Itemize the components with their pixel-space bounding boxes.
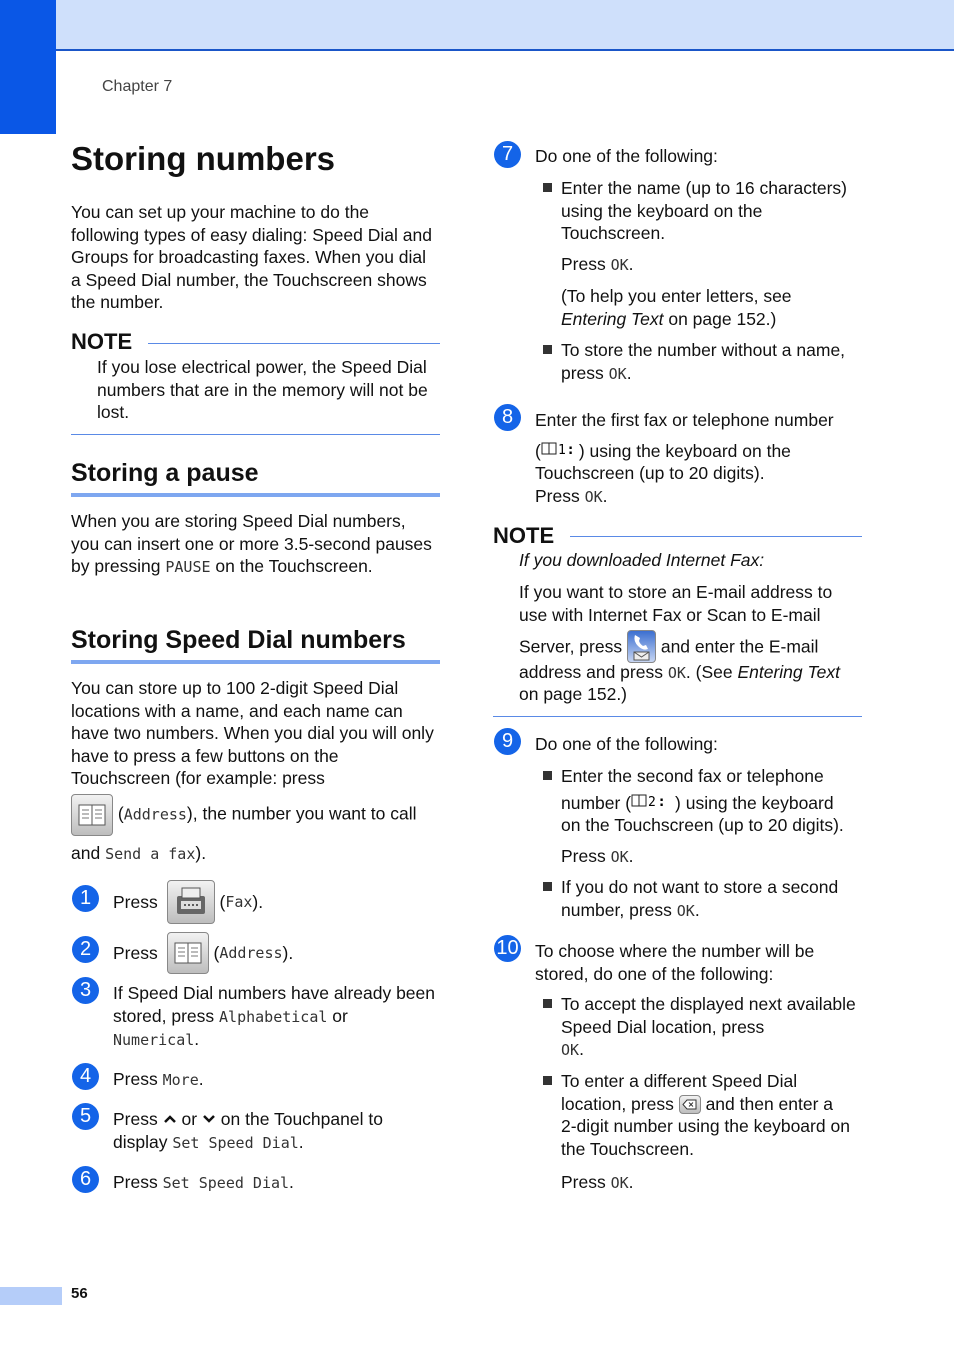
email-phone-icon bbox=[627, 630, 656, 663]
step-10-bullet-2 bbox=[561, 1070, 866, 1160]
ok-key: OK bbox=[667, 664, 686, 682]
step-badge-2: 2 bbox=[72, 936, 99, 963]
help-end: on page 152.) bbox=[663, 308, 777, 329]
step-8-line-2: ) using the keyboard on the bbox=[578, 440, 791, 461]
ok-key: OK bbox=[584, 487, 603, 506]
step-badge-4: 4 bbox=[72, 1063, 99, 1090]
step-1-press: Press bbox=[113, 891, 158, 912]
svg-text:2: 2 bbox=[648, 794, 656, 809]
address-key: Address bbox=[219, 943, 283, 962]
pause-text: When you are storing Speed Dial numbers, you can insert one or more 3.5-second pauses by pressing bbox=[71, 511, 432, 576]
entering-text-link[interactable]: Entering Text bbox=[737, 662, 840, 682]
note-text: If you lose electrical power, the Speed Dial numbers that are in the memory will not be lost. bbox=[97, 357, 428, 422]
page-title: Storing numbers bbox=[71, 140, 336, 177]
page-number: 56 bbox=[71, 1285, 88, 1302]
step-2: Press (Address). bbox=[113, 932, 293, 974]
step-8-line-1: Enter the first fax or telephone number bbox=[535, 410, 834, 430]
bullet-2-end: . bbox=[626, 362, 632, 383]
section-heading-speed-dial: Storing Speed Dial numbers bbox=[71, 626, 406, 654]
bullet-1-keyboard: ) using the keyboard bbox=[675, 792, 834, 813]
ok-key: OK bbox=[610, 1174, 629, 1192]
speed-paragraph-cont: (Address), the number you want to call and Send a fax). bbox=[71, 794, 446, 866]
entering-text-link[interactable]: Entering Text bbox=[561, 308, 664, 329]
step-1: Press (Fax). bbox=[113, 880, 263, 924]
step-6 bbox=[113, 1171, 294, 1195]
step-8-end: . bbox=[602, 485, 608, 506]
bullet-marker bbox=[543, 999, 552, 1008]
chevron-up-icon bbox=[163, 1113, 177, 1125]
note-text-1: If you want to store an E-mail address to use with Internet Fax or Scan to E-mail bbox=[519, 582, 833, 625]
address-press: address and press bbox=[519, 662, 668, 682]
step-6-end: . bbox=[289, 1172, 294, 1192]
step-badge-9: 9 bbox=[494, 728, 521, 755]
step-badge-7: 7 bbox=[494, 141, 521, 168]
press-text: Press bbox=[561, 1172, 611, 1192]
step-9-bullet-2 bbox=[561, 876, 861, 922]
note-end-divider bbox=[493, 716, 862, 717]
step-3-or: or bbox=[327, 1005, 348, 1026]
bullet-marker bbox=[543, 345, 552, 354]
address-book-icon bbox=[167, 932, 209, 974]
help-text: (To help you enter letters, see bbox=[561, 286, 792, 306]
speed-paragraph: You can store up to 100 2-digit Speed Dial locations with a name, and each name can have two numbers. When you dial you will only have to press a few buttons on the Touchscreen (for example: press bbox=[71, 678, 434, 788]
bullet-1-number: number ( bbox=[561, 792, 632, 813]
set-speed-dial-key: Set Speed Dial bbox=[172, 1133, 299, 1152]
ok-key: OK bbox=[610, 256, 629, 274]
bullet-1-text: To accept the displayed next available Speed Dial location, press bbox=[561, 994, 856, 1037]
step-badge-6: 6 bbox=[72, 1166, 99, 1193]
note-text-3 bbox=[519, 661, 864, 685]
bullet-1-line-1: Enter the second fax or telephone bbox=[561, 766, 824, 786]
pause-key: PAUSE bbox=[165, 558, 211, 576]
step-7-bullet-2 bbox=[561, 339, 866, 385]
phone-book-2-icon bbox=[631, 793, 675, 809]
header-band bbox=[0, 0, 954, 51]
step-10-end: . bbox=[628, 1172, 634, 1192]
step-10-press-ok bbox=[561, 1171, 634, 1195]
chapter-tab bbox=[0, 0, 56, 134]
note-end-divider bbox=[71, 434, 440, 435]
alphabetical-key: Alphabetical bbox=[219, 1007, 328, 1026]
step-3-end: . bbox=[194, 1029, 200, 1049]
step-7-lead: Do one of the following: bbox=[535, 146, 718, 166]
step-5-display: display bbox=[113, 1131, 173, 1152]
ok-key: OK bbox=[610, 848, 629, 866]
step-badge-3: 3 bbox=[72, 977, 99, 1004]
note-divider bbox=[570, 536, 862, 537]
bullet-2-text: If you do not want to store a second number, press bbox=[561, 877, 839, 920]
step-3 bbox=[113, 982, 438, 1052]
footer-band bbox=[0, 1287, 62, 1305]
svg-text:1: 1 bbox=[557, 442, 566, 457]
section-heading-pause: Storing a pause bbox=[71, 459, 259, 487]
pause-text-end: on the Touchscreen. bbox=[210, 556, 373, 576]
fax-icon bbox=[167, 880, 215, 924]
backspace-icon bbox=[679, 1095, 701, 1114]
step-5-tail: on the Touchpanel to bbox=[215, 1109, 383, 1129]
heading-rule bbox=[71, 660, 440, 664]
bullet-1-line-3: on the Touchscreen (up to 20 digits). bbox=[561, 815, 844, 835]
phone-book-1-icon bbox=[541, 441, 579, 457]
step-4-end: . bbox=[198, 1069, 204, 1089]
step-8-line-3: Touchscreen (up to 20 digits). bbox=[535, 463, 765, 483]
press-text: Press bbox=[535, 485, 585, 506]
note-text-4: on page 152.) bbox=[519, 684, 628, 704]
step-5-or: or bbox=[176, 1109, 202, 1129]
bullet-1-end: . bbox=[579, 1039, 584, 1059]
ok-key: OK bbox=[676, 901, 695, 920]
set-speed-dial-key: Set Speed Dial bbox=[162, 1174, 290, 1192]
bullet-2-text: To store the number without a name, press bbox=[561, 340, 846, 383]
step-4 bbox=[113, 1068, 204, 1092]
see-text: . (See bbox=[685, 662, 738, 682]
bullet-2-end: . bbox=[694, 899, 700, 920]
step-badge-8: 8 bbox=[494, 404, 521, 431]
step-9-lead: Do one of the following: bbox=[535, 734, 718, 754]
more-key: More bbox=[162, 1071, 199, 1089]
step-badge-1: 1 bbox=[72, 885, 99, 912]
pause-paragraph bbox=[71, 510, 436, 579]
bullet-marker bbox=[543, 1076, 552, 1085]
step-3-text: If Speed Dial numbers have already been stored, press bbox=[113, 983, 436, 1026]
enter-email-text: and enter the E-mail bbox=[655, 636, 819, 657]
intro-paragraph: You can set up your machine to do the following types of easy dialing: Speed Dial and Groups for broadcasting faxes. When you dial a Speed Dial number, the Touchscreen shows the number. bbox=[71, 202, 432, 312]
bullet-2-line-3: 2-digit number using the keyboard on the Touchscreen. bbox=[561, 1116, 850, 1159]
step-1-end: ). bbox=[252, 891, 264, 912]
step-9-bullet-1 bbox=[561, 765, 866, 837]
step-5-press: Press bbox=[113, 1109, 163, 1129]
end-text: ). bbox=[195, 843, 207, 863]
press-text: Press bbox=[561, 846, 611, 866]
address-book-icon bbox=[71, 794, 113, 836]
ok-key: OK bbox=[608, 364, 627, 383]
server-press: Server, press bbox=[519, 636, 627, 657]
step-2-press: Press bbox=[113, 942, 158, 963]
step-10-bullet-1 bbox=[561, 993, 861, 1062]
step-4-press: Press bbox=[113, 1069, 163, 1089]
address-key: Address bbox=[123, 805, 187, 824]
press-text: Press bbox=[561, 254, 611, 274]
step-7-bullet-1: Enter the name (up to 16 characters) using the keyboard on the Touchscreen. bbox=[561, 178, 847, 243]
fax-key: Fax bbox=[225, 892, 253, 911]
note-label: NOTE bbox=[493, 523, 555, 548]
step-9-press-ok: Press OK. bbox=[561, 846, 634, 866]
step-10-lead: To choose where the number will be stored, do one of the following: bbox=[535, 941, 815, 984]
svg-text::: : bbox=[659, 794, 665, 809]
bullet-marker bbox=[543, 183, 552, 192]
bullet-2-enter: and then enter a bbox=[700, 1093, 834, 1114]
step-badge-10: 10 bbox=[494, 935, 521, 962]
step-6-press: Press bbox=[113, 1172, 163, 1192]
note-label: NOTE bbox=[71, 329, 133, 354]
note-italic: If you downloaded Internet Fax: bbox=[519, 550, 765, 570]
step-5-end: . bbox=[298, 1131, 304, 1152]
step-5 bbox=[113, 1108, 443, 1154]
step-8: Enter the first fax or telephone number ( 1 : ) using the keyboard on the Touchscreen (up to 20 digits). Press OK. bbox=[535, 409, 865, 508]
heading-rule bbox=[71, 493, 440, 497]
step-7-press-ok: Press OK. bbox=[561, 254, 634, 274]
note-divider bbox=[148, 343, 440, 344]
bullet-2-location: location, press bbox=[561, 1093, 679, 1114]
bullet-2-line-1: To enter a different Speed Dial bbox=[561, 1071, 798, 1091]
step-2-end: ). bbox=[282, 942, 294, 963]
step-7-help bbox=[561, 285, 861, 330]
numerical-key: Numerical bbox=[113, 1031, 195, 1049]
bullet-marker bbox=[543, 771, 552, 780]
and-text: and bbox=[71, 843, 106, 863]
step-badge-5: 5 bbox=[72, 1103, 99, 1130]
svg-text::: : bbox=[567, 442, 574, 457]
after-address-text: ), the number you want to call bbox=[186, 803, 417, 824]
note-text-2 bbox=[519, 630, 864, 663]
ok-key: OK bbox=[561, 1041, 580, 1059]
bullet-marker bbox=[543, 882, 552, 891]
chevron-down-icon bbox=[202, 1113, 216, 1125]
send-fax-key: Send a fax bbox=[105, 845, 196, 863]
chapter-label: Chapter 7 bbox=[102, 78, 173, 95]
